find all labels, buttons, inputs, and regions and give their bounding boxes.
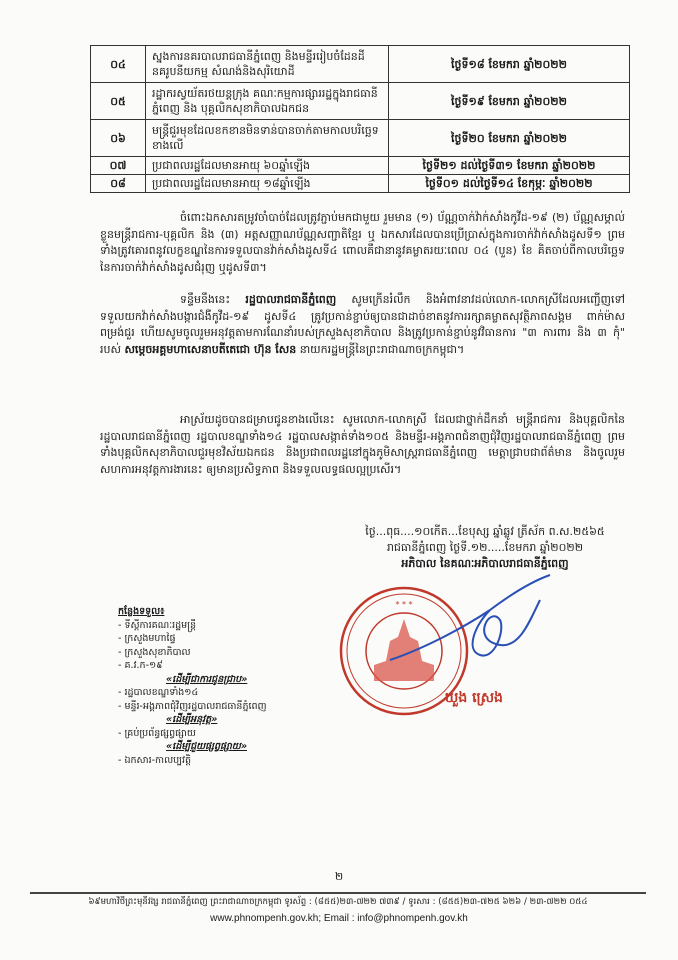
table-row	[91, 83, 630, 120]
schedule-date: ថ្ងៃទី១៨ ខែមករា ឆ្នាំ២០២២	[389, 46, 630, 83]
target-group: មន្ត្រីជួរមុខដែលខកខានមិនទាន់បានចាក់តាមកាលបរិច្ឆេទខាងលើ	[146, 120, 389, 157]
signatory-name: ឃួង ស្រេង	[445, 690, 503, 706]
handwritten-signature	[380, 570, 560, 680]
recipient-purpose: «ដើម្បីជួយផ្សព្វផ្សាយ»	[166, 741, 248, 752]
appeal-text: សូមក្រើនរំលឹក និងអំពាវនាវដល់លោក-លោកស្រីដែលអញ្ជើញទៅទទួលយកវ៉ាក់សាំងបង្ការជំងឺកូវីដ-១៩ ដូសទី៤ ត្រូវប្រកាន់ខ្ជាប់ឲ្យបានជាដាច់ខាតនូវការរក្សាគម្លាតសុវត្ថិភាពសង្គម ពាក់ម៉ាស ពម្រង់ជួរ ហើយសូមចូលរួមអនុវត្តតាមការណែនាំរបស់ក្រសួងសុខាភិបាល និងត្រូវប្រកាន់ខ្ជាប់នូវវិធានការ "៣ ការពារ និង ៣ កុំ" របស់	[100, 293, 625, 356]
recipient-item: - ក្រសួងមហាផ្ទៃ	[118, 632, 348, 646]
recipient-purpose: «ដើម្បីអនុវត្ត»	[166, 714, 218, 725]
closing-paragraph: អាស្រ័យដូចបានជម្រាបជូនខាងលើនេះ សូមលោក-លោកស្រី ដែលជាថ្នាក់ដឹកនាំ មន្ត្រីរាជការ និងបុគ្គលិកនៃរដ្ឋបាលរាជធានីភ្នំពេញ រដ្ឋបាលខណ្ឌទាំង១៤ រដ្ឋបាលសង្កាត់ទាំង១០៥ និងមន្ទីរ-អង្គភាពជំនាញជុំវិញរដ្ឋបាលរាជធានីភ្នំពេញ ព្រមទាំងបុគ្គលិកសុខាភិបាលជួរមុខវិស័យឯកជន និងប្រជាពលរដ្ឋនៅក្នុងភូមិសាស្ត្ររាជធានីភ្នំពេញ មេត្តាជ្រាបជាព័ត៌មាន និងចូលរួមសហការអនុវត្តការងារនេះ ឲ្យមានប្រសិទ្ធភាព និងទទួលលទ្ធផលល្អប្រសើរ។	[100, 413, 625, 476]
row-number: ០៧	[91, 157, 146, 175]
recipient-item: - គ.វ.ក-១៩	[118, 659, 348, 673]
schedule-date: ថ្ងៃទី២១ ដល់ថ្ងៃទី៣១ ខែមករា ឆ្នាំ២០២២	[389, 157, 630, 175]
recipient-item: - ក្រសួងសុខាភិបាល	[118, 646, 348, 660]
solar-date: រាជធានីភ្នំពេញ ថ្ងៃទី.១២.....ខែមករា ឆ្នាំ២០២២	[386, 541, 584, 554]
footer-contact: www.phnompenh.gov.kh; Email : info@phnompenh.gov.kh	[210, 913, 468, 924]
target-group: ប្រជាពលរដ្ឋដែលមានអាយុ ៦០ឆ្នាំឡើង	[146, 157, 389, 175]
recipient-item: - គ្រប់ប្រព័ន្ធផ្សព្វផ្សាយ	[118, 727, 348, 741]
table-row	[91, 157, 630, 175]
footer-divider	[30, 892, 646, 894]
row-number: ០៥	[91, 83, 146, 120]
signature-block	[330, 524, 640, 572]
schedule-date: ថ្ងៃទី១៩ ខែមករា ឆ្នាំ២០២២	[389, 83, 630, 120]
recipient-item: - ឯកសារ-កាលប្បវត្តិ	[118, 754, 348, 768]
documents-paragraph: ចំពោះឯកសារតម្រូវចាំបាច់ដែលត្រូវភ្ជាប់មកជាមួយ រួមមាន (១) ប័ណ្ណចាក់វ៉ាក់សាំងកូវីដ-១៩ (២) ប័ណ្ណសម្គាល់ខ្លួនមន្ត្រីរាជការ-បុគ្គលិក និង (៣) អត្តសញ្ញាណប័ណ្ណសញ្ជាតិខ្មែរ ឬ ឯកសារដែលបានប្រើប្រាស់ក្នុងការចាក់វ៉ាក់សាំងដូសទី១ ព្រមទាំងត្រូវគោរពនូវលក្ខខណ្ឌនៃការទទួលបានវ៉ាក់សាំងដូសទី៤ ពោលគឺជានានូវគម្លាតរយៈពេល ០៤ (បួន) ខែ គិតចាប់ពីកាលបរិច្ឆេទនៃការចាក់វ៉ាក់សាំងដូសជំរុញ ឬដូសទី៣។	[100, 211, 625, 274]
appeal-text: នាយករដ្ឋមន្ត្រីនៃព្រះរាជាណាចក្រកម្ពុជា។	[296, 342, 465, 356]
table-row	[91, 46, 630, 83]
row-number: ០៤	[91, 46, 146, 83]
recipient-item: - រដ្ឋបាលខណ្ឌទាំង១៤	[118, 686, 348, 700]
appeal-paragraph	[100, 292, 625, 358]
signature-stroke	[390, 575, 550, 660]
schedule-date: ថ្ងៃទី២០ ខែមករា ឆ្នាំ២០២២	[389, 120, 630, 157]
table-row	[91, 120, 630, 157]
seal-star: * * *	[395, 600, 413, 609]
row-number: ០៦	[91, 120, 146, 157]
recipient-item: - មន្ទីរ-អង្គភាពជុំវិញរដ្ឋបាលរាជធានីភ្នំពេញ	[118, 700, 348, 714]
recipients-list	[118, 605, 348, 767]
prime-minister-name: សម្តេចអគ្គមហាសេនាបតីតេជោ ហ៊ុន សែន	[124, 342, 297, 356]
target-group: ប្រជាពលរដ្ឋដែលមានអាយុ ១៨ឆ្នាំឡើង	[146, 175, 389, 193]
row-number: ០៨	[91, 175, 146, 193]
recipient-item: - ទីស្តីការគណៈរដ្ឋមន្ត្រី	[118, 619, 348, 633]
target-group: ស្នងការនគរបាលរាជធានីភ្នំពេញ និងមន្ទីររៀបចំដែនដី នគរូបនីយកម្ម សំណង់និងសុរិយោដី	[146, 46, 389, 83]
signatory-title: អភិបាល នៃគណៈអភិបាលរាជធានីភ្នំពេញ	[401, 557, 569, 570]
vaccination-schedule-table	[90, 45, 630, 193]
appeal-text: ទន្ទឹមនឹងនេះ	[180, 293, 246, 306]
recipient-purpose: «ដើម្បីជាការជូនជ្រាប»	[166, 673, 248, 685]
recipients-heading: កន្លែងទទួល៖	[118, 606, 165, 617]
page-number: ២	[334, 870, 344, 883]
lunar-date: ថ្ងៃ...ពុធ....១០កើត...ខែបុស្ស ឆ្នាំឆ្លូវ ត្រីស័ក ព.ស.២៥៦៥	[365, 525, 605, 538]
authority-name: រដ្ឋបាលរាជធានីភ្នំពេញ	[245, 293, 337, 306]
table-row	[91, 175, 630, 193]
target-group: រដ្ឋាករស្វយ័តរថយន្តក្រុង គណៈកម្មការផ្សាររដ្ឋក្នុងរាជធានីភ្នំពេញ និង បុគ្គលិកសុខាភិបាលឯកជន	[146, 83, 389, 120]
schedule-date: ថ្ងៃទី០១ ដល់ថ្ងៃទី១៤ ខែកុម្ភៈ ឆ្នាំ២០២២	[389, 175, 630, 193]
footer-address: ៦៩មហាវិថីព្រះមុនីវង្ស រាជធានីភ្នំពេញ ព្រះរាជាណាចក្រកម្ពុជា ទូរស័ព្ទ : (៨៥៥)២៣-៧២២ ៧៣៩ / ទូរសារ : (៨៥៥)២៣-៧២៥ ៦២៦ / ២៣-៧២២ ០៥៤	[88, 897, 588, 907]
